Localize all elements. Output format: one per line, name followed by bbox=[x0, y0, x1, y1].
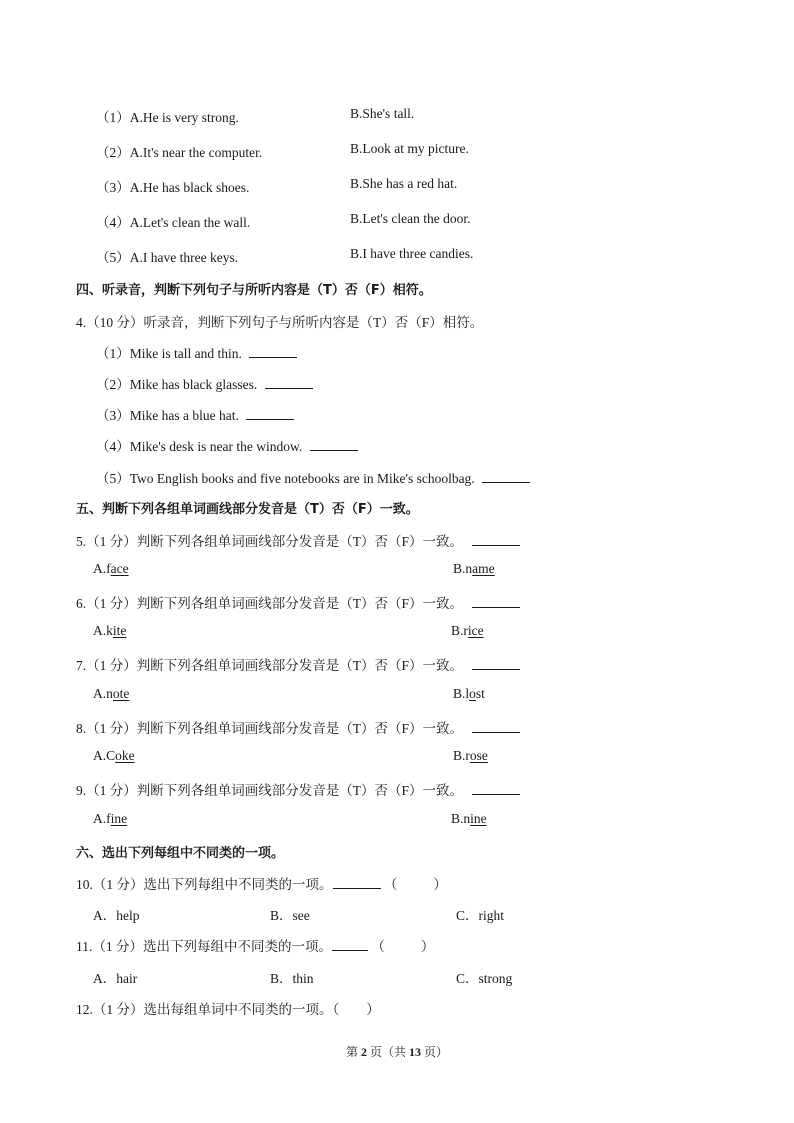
question-8-stem bbox=[76, 717, 520, 737]
option-a: A．help bbox=[93, 908, 140, 923]
word-option-a: A.Coke bbox=[93, 748, 135, 763]
question-9-stem bbox=[76, 779, 520, 799]
underlined-part: ite bbox=[112, 623, 127, 638]
q3-option-row-2 bbox=[96, 141, 262, 161]
answer-blank[interactable] bbox=[246, 407, 294, 420]
option-b: B.Look at my picture. bbox=[350, 141, 469, 156]
underlined-part: ice bbox=[467, 623, 484, 638]
section-5-heading: 五、判断下列各组单词画线部分发音是（T）否（F）一致。 bbox=[76, 502, 419, 517]
option-b: B.She has a red hat. bbox=[350, 176, 458, 191]
word-option-b: B.rice bbox=[451, 623, 484, 638]
question-text: 5.（1 分）判断下列各组单词画线部分发音是（T）否（F）一致。 bbox=[76, 534, 464, 549]
answer-blank[interactable] bbox=[333, 876, 381, 889]
question-text: 10.（1 分）选出下列每组中不同类的一项。 bbox=[76, 877, 333, 892]
option-b: B.Let's clean the door. bbox=[350, 211, 471, 226]
item-number: （2） bbox=[96, 145, 130, 160]
underlined-part: ine bbox=[110, 811, 128, 826]
q3-option-row-3 bbox=[96, 176, 249, 196]
word-option-b: B.name bbox=[453, 561, 495, 576]
item-number: （2） bbox=[96, 377, 130, 392]
word-option-a: A.face bbox=[93, 561, 129, 576]
option-a: A．hair bbox=[93, 971, 138, 986]
option-a: A.Let's clean the wall. bbox=[129, 215, 251, 230]
judge-item-1 bbox=[96, 342, 297, 362]
item-text: Mike's desk is near the window. bbox=[129, 439, 303, 454]
option-a: A.It's near the computer. bbox=[129, 145, 263, 160]
answer-blank[interactable] bbox=[265, 376, 313, 389]
item-text: Two English books and five notebooks are in Mike's schoolbag. bbox=[129, 471, 475, 486]
judge-item-2 bbox=[96, 373, 313, 393]
page-footer: 第 2 页（共 13 页） bbox=[345, 1045, 449, 1059]
underlined-part: ose bbox=[469, 748, 488, 763]
option-b: B．thin bbox=[270, 971, 314, 986]
section-6-heading: 六、选出下列每组中不同类的一项。 bbox=[76, 846, 285, 861]
word-option-a: A.kite bbox=[93, 623, 127, 638]
item-number: （3） bbox=[96, 180, 130, 195]
answer-blank[interactable] bbox=[472, 720, 520, 733]
item-number: （1） bbox=[96, 110, 130, 125]
answer-blank[interactable] bbox=[472, 595, 520, 608]
question-5-stem bbox=[76, 530, 520, 550]
item-number: （4） bbox=[96, 439, 130, 454]
option-a: A.I have three keys. bbox=[129, 250, 239, 265]
question-text: 7.（1 分）判断下列各组单词画线部分发音是（T）否（F）一致。 bbox=[76, 658, 464, 673]
underlined-part: ame bbox=[472, 561, 495, 576]
q3-option-row-1 bbox=[96, 106, 239, 126]
question-7-stem bbox=[76, 654, 520, 674]
page-number: 2 bbox=[360, 1045, 367, 1059]
option-a: A.He is very strong. bbox=[129, 110, 239, 125]
option-c: C．right bbox=[456, 908, 505, 923]
question-text: 6.（1 分）判断下列各组单词画线部分发音是（T）否（F）一致。 bbox=[76, 596, 464, 611]
answer-blank[interactable] bbox=[472, 782, 520, 795]
item-number: （5） bbox=[96, 250, 130, 265]
word-option-b: B.rose bbox=[453, 748, 488, 763]
underlined-part: ote bbox=[112, 686, 130, 701]
item-number: （1） bbox=[96, 346, 130, 361]
item-text: Mike has a blue hat. bbox=[129, 408, 239, 423]
answer-blank[interactable] bbox=[482, 470, 530, 483]
option-a: A.He has black shoes. bbox=[129, 180, 250, 195]
item-number: （4） bbox=[96, 215, 130, 230]
judge-item-4 bbox=[96, 435, 358, 455]
question-12-stem: 12.（1 分）选出每组单词中不同类的一项。（ ） bbox=[76, 1002, 380, 1017]
section-4-heading: 四、听录音，判断下列句子与所听内容是（T）否（F）相符。 bbox=[76, 283, 432, 298]
answer-paren-open: （ bbox=[383, 877, 398, 892]
question-6-stem bbox=[76, 592, 520, 612]
question-10-stem bbox=[76, 873, 447, 893]
question-4-stem: 4.（10 分）听录音，判断下列句子与所听内容是（T）否（F）相符。 bbox=[76, 315, 484, 330]
question-11-stem bbox=[76, 935, 434, 955]
answer-blank[interactable] bbox=[310, 438, 358, 451]
q3-option-row-5 bbox=[96, 246, 238, 266]
answer-blank[interactable] bbox=[249, 345, 297, 358]
word-option-a: A.note bbox=[93, 686, 130, 701]
answer-blank[interactable] bbox=[332, 938, 368, 951]
word-option-b: B.nine bbox=[451, 811, 487, 826]
option-b: B.She's tall. bbox=[350, 106, 415, 121]
answer-paren-close: ） bbox=[420, 939, 435, 954]
underlined-part: oke bbox=[115, 748, 135, 763]
item-number: （5） bbox=[96, 471, 130, 486]
total-pages: 13 bbox=[409, 1045, 421, 1059]
answer-blank[interactable] bbox=[472, 533, 520, 546]
judge-item-3 bbox=[96, 404, 294, 424]
question-text: 9.（1 分）判断下列各组单词画线部分发音是（T）否（F）一致。 bbox=[76, 783, 464, 798]
underlined-part: o bbox=[469, 686, 476, 701]
answer-paren-close: ） bbox=[433, 877, 447, 892]
option-c: C．strong bbox=[456, 971, 513, 986]
item-text: Mike has black glasses. bbox=[129, 377, 258, 392]
word-option-a: A.fine bbox=[93, 811, 128, 826]
q3-option-row-4 bbox=[96, 211, 250, 231]
answer-blank[interactable] bbox=[472, 657, 520, 670]
question-text: 8.（1 分）判断下列各组单词画线部分发音是（T）否（F）一致。 bbox=[76, 721, 464, 736]
answer-paren-open: （ bbox=[371, 939, 385, 954]
option-b: B．see bbox=[270, 908, 310, 923]
question-text: 11.（1 分）选出下列每组中不同类的一项。 bbox=[76, 939, 332, 954]
judge-item-5 bbox=[96, 467, 530, 487]
underlined-part: ine bbox=[470, 811, 487, 826]
item-number: （3） bbox=[96, 408, 130, 423]
option-b: B.I have three candies. bbox=[350, 246, 474, 261]
word-option-b: B.lost bbox=[453, 686, 485, 701]
underlined-part: ace bbox=[110, 561, 129, 576]
item-text: Mike is tall and thin. bbox=[129, 346, 242, 361]
